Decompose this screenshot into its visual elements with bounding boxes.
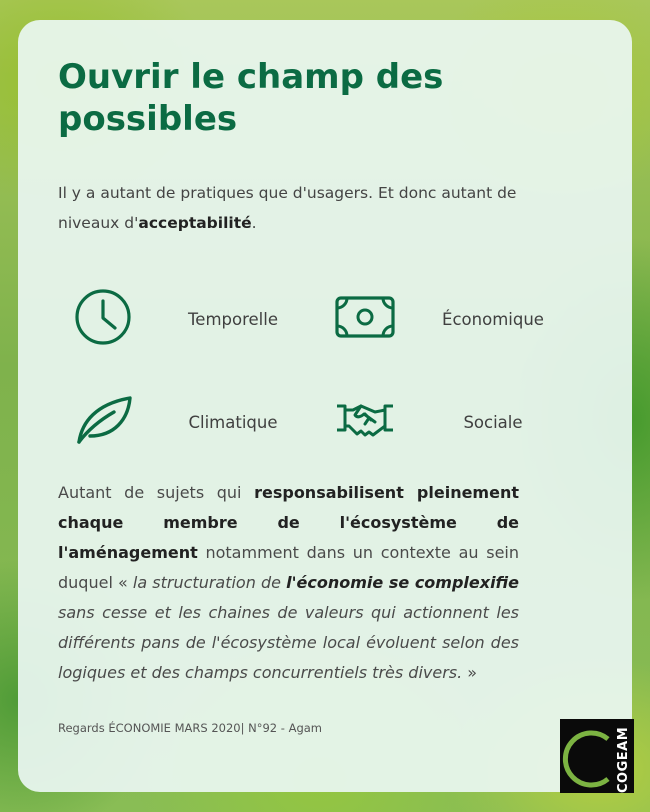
body-text-2: notamment dans un contexte au sein duquel « <box>58 543 519 592</box>
body-emphasis-1: responsabilisent pleinement chaque membre de l'écosystème de l'aménagement <box>58 483 519 562</box>
handshake-icon <box>335 402 395 438</box>
intro-text: Il y a autant de pratiques que d'usagers. Et donc autant de niveaux d' <box>58 184 517 232</box>
cogeam-logo <box>560 719 634 793</box>
feature-label-temporelle: Temporelle <box>188 310 278 329</box>
logo-text: COGEAM <box>616 726 631 793</box>
feature-label-economique: Économique <box>442 310 544 329</box>
banknote-icon <box>335 296 395 338</box>
feature-label-sociale: Sociale <box>463 413 523 432</box>
feature-label-climatique: Climatique <box>188 413 278 432</box>
source-citation: Regards ÉCONOMIE MARS 2020| N°92 - Agam <box>58 721 323 735</box>
leaf-icon <box>74 394 134 446</box>
intro-end: . <box>251 214 257 232</box>
clock-icon <box>74 288 132 346</box>
body-paragraph <box>58 478 519 688</box>
body-text-1: Autant de sujets qui <box>58 483 255 502</box>
page-title: Ouvrir le champ des possibles <box>58 57 444 139</box>
intro-keyword: acceptabilité <box>138 214 252 232</box>
quote-close: » <box>462 663 478 682</box>
logo-ring-icon <box>562 727 616 791</box>
intro-paragraph <box>58 178 558 238</box>
quote-emphasis: l'économie se complexifie <box>286 573 520 592</box>
quote-text-1: la structuration de <box>132 573 287 592</box>
quote-text-2: sans cesse et les chaines de valeurs qui actionnent les différents pans de l'écosystème local évoluent selon des logiques et des champs concurrentiels très divers. <box>58 603 519 682</box>
